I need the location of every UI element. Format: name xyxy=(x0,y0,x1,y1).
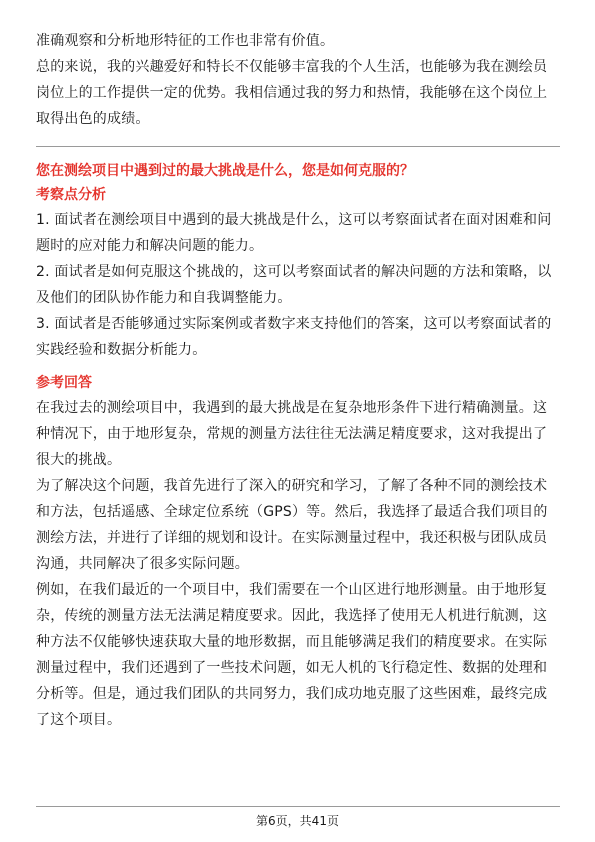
analysis-item: 2. 面试者是如何克服这个挑战的，这可以考察面试者的解决问题的方法和策略，以及他们的团队协作能力和自我调整能力。 xyxy=(36,264,552,306)
analysis-item: 1. 面试者在测绘项目中遇到的最大挑战是什么，这可以考察面试者在面对困难和问题时的应对能力和解决问题的能力。 xyxy=(36,212,552,254)
interview-question: 您在测绘项目中遇到过的最大挑战是什么，您是如何克服的？ xyxy=(36,163,414,179)
page-number: 第6页，共41页 xyxy=(256,814,339,828)
answer-title: 参考回答 xyxy=(36,375,92,391)
section-divider xyxy=(36,146,560,147)
footer-divider xyxy=(36,806,560,807)
analysis-title: 考察点分析 xyxy=(36,187,106,203)
answer-paragraph: 在我过去的测绘项目中，我遇到的最大挑战是在复杂地形条件下进行精确测量。这种情况下，由于地形复杂，常规的测量方法往往无法满足精度要求，这对我提出了很大的挑战。 xyxy=(36,400,548,468)
intro-paragraph: 准确观察和分析地形特征的工作也非常有价值。 xyxy=(36,33,335,49)
intro-paragraph: 总的来说，我的兴趣爱好和特长不仅能够丰富我的个人生活，也能够为我在测绘员岗位上的工作提供一定的优势。我相信通过我的努力和热情，我能够在这个岗位上取得出色的成绩。 xyxy=(36,59,548,127)
answer-paragraph: 例如，在我们最近的一个项目中，我们需要在一个山区进行地形测量。由于地形复杂，传统的测量方法无法满足精度要求。因此，我选择了使用无人机进行航测，这种方法不仅能够快速获取大量的地形数据，而且能够满足我们的精度要求。在实际测量过程中，我们还遇到了一些技术问题，如无人机的飞行稳定性、数据的处理和分析等。但是，通过我们团队的共同努力，我们成功地克服了这些困难，最终完成了这个项目。 xyxy=(36,582,548,728)
answer-paragraph: 为了解决这个问题，我首先进行了深入的研究和学习，了解了各种不同的测绘技术和方法，包括遥感、全球定位系统（GPS）等。然后，我选择了最适合我们项目的测绘方法，并进行了详细的规划和设计。在实际测量过程中，我还积极与团队成员沟通，共同解决了很多实际问题。 xyxy=(36,478,548,572)
document-page xyxy=(36,28,560,733)
analysis-item: 3. 面试者是否能够通过实际案例或者数字来支持他们的答案，这可以考察面试者的实践经验和数据分析能力。 xyxy=(36,316,552,358)
